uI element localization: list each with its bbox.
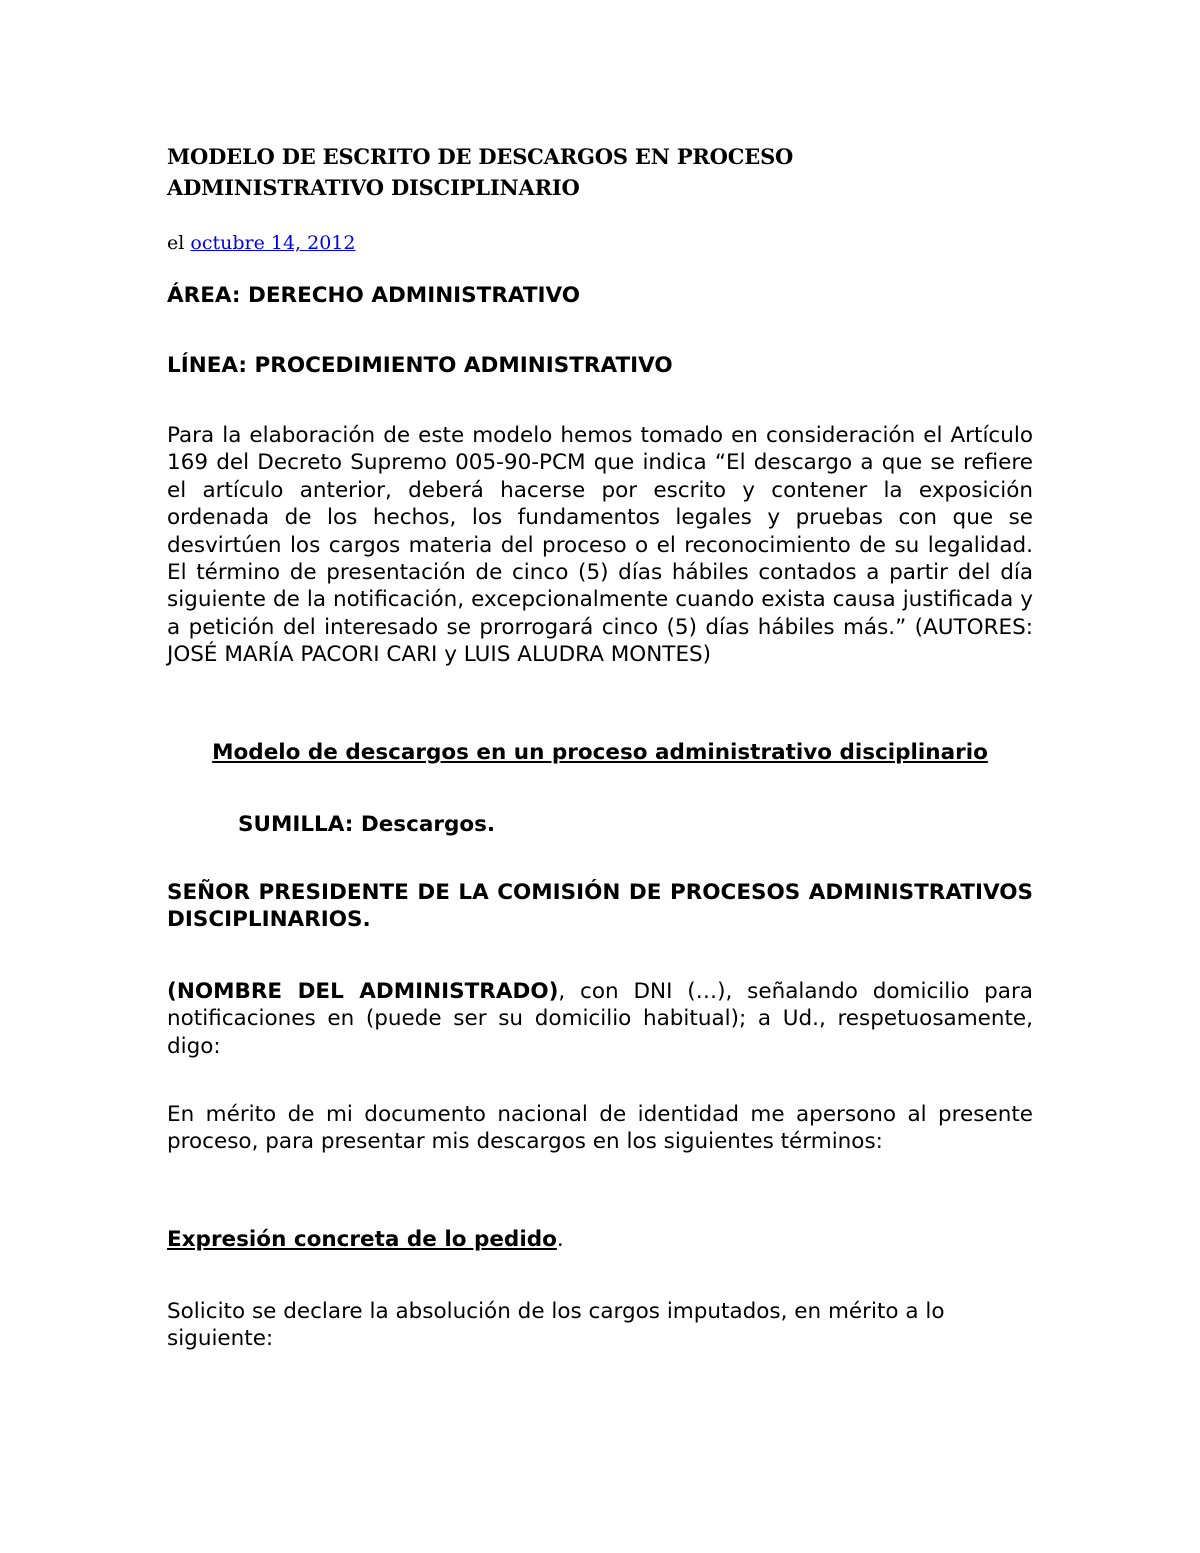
title-line-1: MODELO DE ESCRITO DE DESCARGOS EN PROCESO	[167, 144, 794, 169]
intro-paragraph: Para la elaboración de este modelo hemos tomado en consideración el Artículo 169 del Decreto Supremo 005-90-PCM que indica “El descargo a que se refiere el artículo anterior, deberá hacerse por escrito y contener la exposición ordenada de los hechos, los fundamentos legales y pruebas con que se desvirtúen los cargos materia del proceso o el reconocimiento de su legalidad. El término de presentación de cinco (5) días hábiles contados a partir del día siguiente de la notificación, excepcionalmente cuando exista causa justificada y a petición del interesado se prorrogará cinco (5) días hábiles más.” (AUTORES: JOSÉ MARÍA PACORI CARI y LUIS ALUDRA MONTES)	[167, 423, 1033, 668]
addressee: SEÑOR PRESIDENTE DE LA COMISIÓN DE PROCESOS ADMINISTRATIVOS DISCIPLINARIOS.	[167, 880, 1033, 933]
linea-label: LÍNEA: PROCEDIMIENTO ADMINISTRATIVO	[167, 353, 673, 378]
sumilla: SUMILLA: Descargos.	[238, 812, 496, 837]
solicito-paragraph: Solicito se declare la absolución de los cargos imputados, en mérito a lo siguiente:	[167, 1299, 945, 1352]
document-body	[167, 141, 1033, 1352]
expresion-period: .	[556, 1227, 564, 1252]
date-link[interactable]: octubre 14, 2012	[190, 232, 356, 254]
title-line-2: ADMINISTRATIVO DISCIPLINARIO	[167, 175, 580, 200]
date-prefix: el	[167, 232, 191, 254]
area-label: ÁREA: DERECHO ADMINISTRATIVO	[167, 283, 581, 308]
administrado-name: (NOMBRE DEL ADMINISTRADO)	[167, 979, 559, 1004]
document-title	[167, 141, 1033, 203]
name-paragraph	[167, 978, 1033, 1060]
expresion-heading: Expresión concreta de lo pedido	[167, 1227, 557, 1252]
model-heading: Modelo de descargos en un proceso administrativo disciplinario	[212, 740, 988, 765]
merito-paragraph: En mérito de mi documento nacional de identidad me apersono al presente proceso, para presentar mis descargos en los siguientes términos:	[167, 1102, 1033, 1155]
name-paragraph-rest: , con DNI (…), señalando domicilio para notificaciones en (puede ser su domicilio habitual); a Ud., respetuosamente, digo:	[167, 979, 1033, 1059]
post-date	[167, 229, 355, 257]
expresion-line	[167, 1226, 1033, 1253]
